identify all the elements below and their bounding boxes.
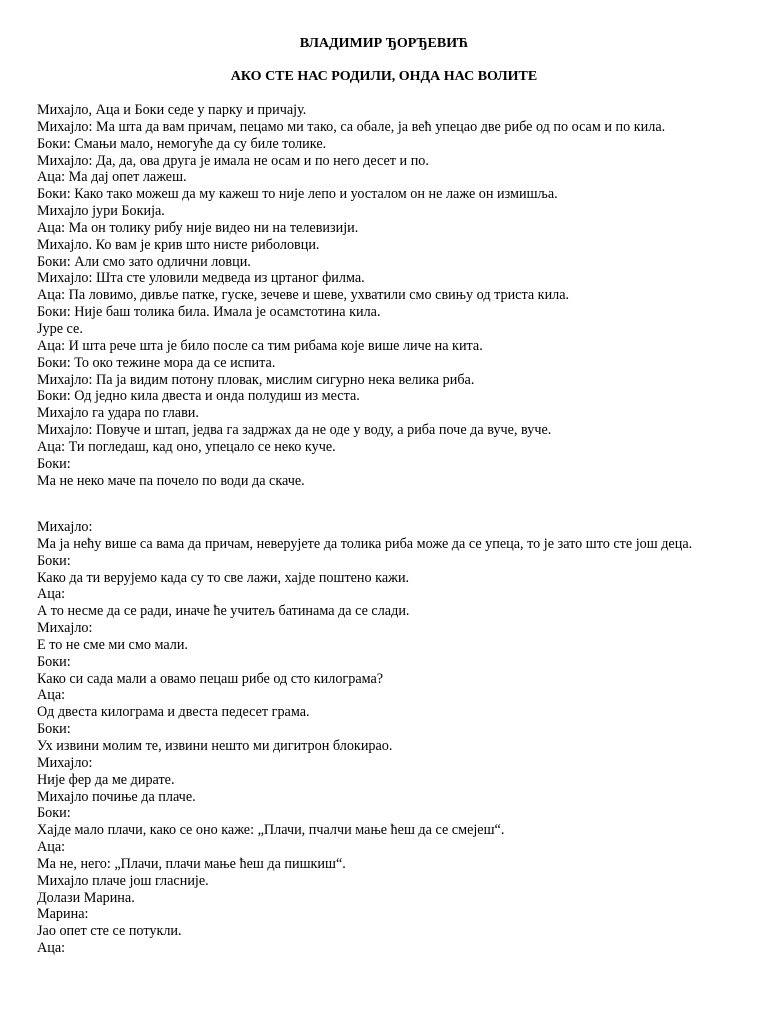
text-line: Аца: <box>37 839 66 856</box>
text-line: Боки: Али смо зато одлични ловци. <box>37 253 251 270</box>
text-line: Боки: Није баш толика била. Имала је осамстотина кила. <box>37 304 381 321</box>
text-line: Михајло, Аца и Боки седе у парку и причају. <box>37 102 307 118</box>
text-line: Боки: <box>37 552 71 569</box>
text-line: Аца: И шта рече шта је било после са тим рибама које више личе на кита. <box>37 337 483 354</box>
text-line: Долази Марина. <box>37 889 135 906</box>
text-line: Е то не сме ми смо мали. <box>37 636 188 653</box>
text-line: Аца: Па ловимо, дивље патке, гуске, зечеве и шеве, ухватили смо свињу од триста кила. <box>37 287 570 304</box>
text-line: Михајло плаче још гласније. <box>37 872 209 889</box>
text-line: Боки: <box>37 455 71 472</box>
text-line: Михајло јури Бокија. <box>37 203 165 220</box>
text-line: Хајде мало плачи, како се оно каже: „Плачи, пчалчи мање ћеш да се смејеш“. <box>37 822 505 839</box>
text-line: Ма не неко маче па почело по води да скаче. <box>37 472 305 489</box>
text-line: Како си сада мали а овамо пецаш рибе од сто килограма? <box>37 670 384 687</box>
play-title: АКО СТЕ НАС РОДИЛИ, ОНДА НАС ВОЛИТЕ <box>230 69 538 84</box>
text-line: Аца: <box>37 586 66 603</box>
text-line: А то несме да се ради, иначе ће учитељ батинама да се слади. <box>37 603 410 620</box>
text-line: Није фер да ме дирате. <box>37 771 175 788</box>
author-name: ВЛАДИМИР ЂОРЂЕВИЋ <box>299 36 469 51</box>
text-line: Михајло: Ма шта да вам причам, пецамо ми тако, са обале, ја већ упецао две рибе од по осам и по кила. <box>37 118 666 135</box>
text-line: Аца: Ма он толику рибу није видео ни на телевизији. <box>37 219 359 236</box>
dialogue-block-2 <box>37 519 737 957</box>
text-line: Михајло. Ко вам је крив што нисте риболовци. <box>37 236 320 253</box>
text-line: Ух извини молим те, извини нешто ми дигитрон блокирао. <box>37 737 393 754</box>
text-line: Михајло га удара по глави. <box>37 405 199 422</box>
dialogue-block-1 <box>37 102 737 489</box>
text-line: Михајло: <box>37 519 93 535</box>
text-line: Михајло почиње да плаче. <box>37 788 196 805</box>
text-line: Михајло: Повуче и штап, једва га задржах да не оде у воду, а риба поче да вуче, вуче. <box>37 422 552 439</box>
text-line: Јуре се. <box>37 320 83 337</box>
text-line: Михајло: Да, да, ова друга је имала не осам и по него десет и по. <box>37 152 429 169</box>
text-line: Боки: <box>37 721 71 738</box>
text-line: Ма не, него: „Плачи, плачи мање ћеш да пишкиш“. <box>37 855 346 872</box>
text-line: Боки: Смањи мало, немогуће да су биле толике. <box>37 135 327 152</box>
text-line: Аца: <box>37 687 66 704</box>
text-line: Михајло: <box>37 754 93 771</box>
text-line: Михајло: Па ја видим потону пловак, мислим сигурно нека велика риба. <box>37 371 475 388</box>
text-line: Боки: <box>37 653 71 670</box>
text-line: Аца: Ма дај опет лажеш. <box>37 169 187 186</box>
text-line: Како да ти верујемо када су то све лажи, хајде поштено кажи. <box>37 569 410 586</box>
text-line: Боки: То око тежине мора да се испита. <box>37 354 276 371</box>
text-line: Ма ја нећу више са вама да причам, неверујете да толика риба може да се упеца, то је зато што сте још деца. <box>37 535 693 552</box>
text-line: Аца: <box>37 940 66 957</box>
text-line: Боки: Како тако можеш да му кажеш то није лепо и уосталом он не лаже он измишља. <box>37 186 558 203</box>
text-line: Од двеста килограма и двеста педесет грама. <box>37 704 310 721</box>
text-line: Аца: Ти погледаш, кад оно, упецало се неко куче. <box>37 438 336 455</box>
text-line: Марина: <box>37 906 89 923</box>
text-line: Јао опет сте се потукли. <box>37 923 182 940</box>
text-line: Боки: Од једно кила двеста и онда полудиш из места. <box>37 388 360 405</box>
text-line: Боки: <box>37 805 71 822</box>
text-line: Михајло: <box>37 620 93 637</box>
text-line: Михајло: Шта сте уловили медведа из цртаног филма. <box>37 270 365 287</box>
